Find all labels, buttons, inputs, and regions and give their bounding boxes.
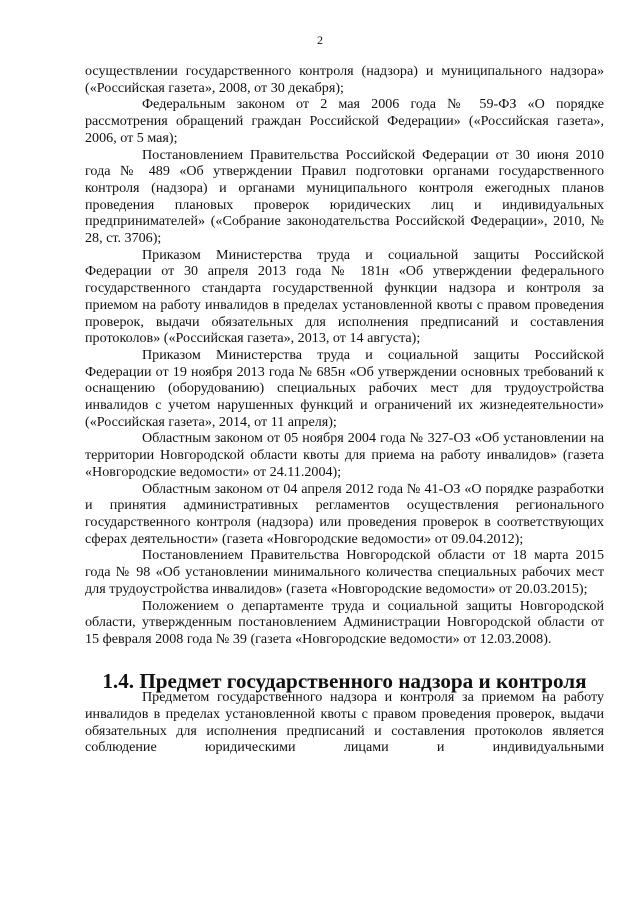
section-heading: 1.4. Предмет государственного надзора и контроля xyxy=(102,668,587,693)
legal-basis-paragraph: Постановлением Правительства Российской Федерации от 30 июня 2010 года № 489 «Об утверждении Правил подготовки органами государственного контроля (надзора) и органами муниципального контроля ежегодных планов проведения плановых проверок юридических лиц и индивидуальных предпринимателей» («Собрание законодательства Российской Федерации», 2010, № 28, ст. 3706); xyxy=(85,146,604,247)
legal-basis-paragraph: Федеральным законом от 2 мая 2006 года № 59-ФЗ «О порядке рассмотрения обращений граждан Российской Федерации» («Российская газета», 2006, от 5 мая); xyxy=(85,96,604,146)
legal-basis-paragraph: Постановлением Правительства Новгородской области от 18 марта 2015 года № 98 «Об установлении минимального количества специальных рабочих мест для трудоустройства инвалидов» (газета «Новгородские ведомости» от 20.03.2015); xyxy=(85,547,604,597)
legal-basis-paragraph: Приказом Министерства труда и социальной защиты Российской Федерации от 19 ноября 2013 года № 685н «Об утверждении основных требований к оснащению (оборудованию) специальных рабочих мест для трудоустройства инвалидов с учетом нарушенных функций и ограничений их жизнедеятельности» («Российская газета», 2014, от 11 апреля); xyxy=(85,346,604,430)
legal-basis-paragraph: Областным законом от 05 ноября 2004 года № 327-ОЗ «Об установлении на территории Новгородской области квоты для приема на работу инвалидов» (газета «Новгородские ведомости» от 24.11.2004); xyxy=(85,430,604,480)
document-body xyxy=(85,63,604,756)
section-paragraph: Предметом государственного надзора и контроля за приемом на работу инвалидов в пределах установленной квоты с правом проведения проверок, выдачи обязательных для исполнения предписаний и составления протоколов является соблюдение юридическими лицами и индивидуальными xyxy=(85,689,604,756)
legal-basis-paragraph: Приказом Министерства труда и социальной защиты Российской Федерации от 30 апреля 2013 года № 181н «Об утверждении федерального государственного стандарта государственной функции надзора и контроля за приемом на работу инвалидов в пределах установленной квоты с правом проведения проверок, выдачи обязательных для исполнения предписаний и составления протоколов» («Российская газета», 2013, от 14 августа); xyxy=(85,246,604,347)
legal-basis-paragraph: Областным законом от 04 апреля 2012 года № 41-ОЗ «О порядке разработки и принятия административных регламентов осуществления регионального государственного контроля (надзора) или проведения проверок в соответствующих сферах деятельности» (газета «Новгородские ведомости» от 09.04.2012); xyxy=(85,480,604,547)
page-number: 2 xyxy=(317,33,323,47)
legal-basis-paragraph: Положением о департаменте труда и социальной защиты Новгородской области, утвержденным постановлением Администрации Новгородской области от 15 февраля 2008 года № 39 (газета «Новгородские ведомости» от 12.03.2008). xyxy=(85,597,604,647)
legal-basis-paragraph: осуществлении государственного контроля (надзора) и муниципального надзора» («Российская газета», 2008, от 30 декабря); xyxy=(85,63,604,96)
